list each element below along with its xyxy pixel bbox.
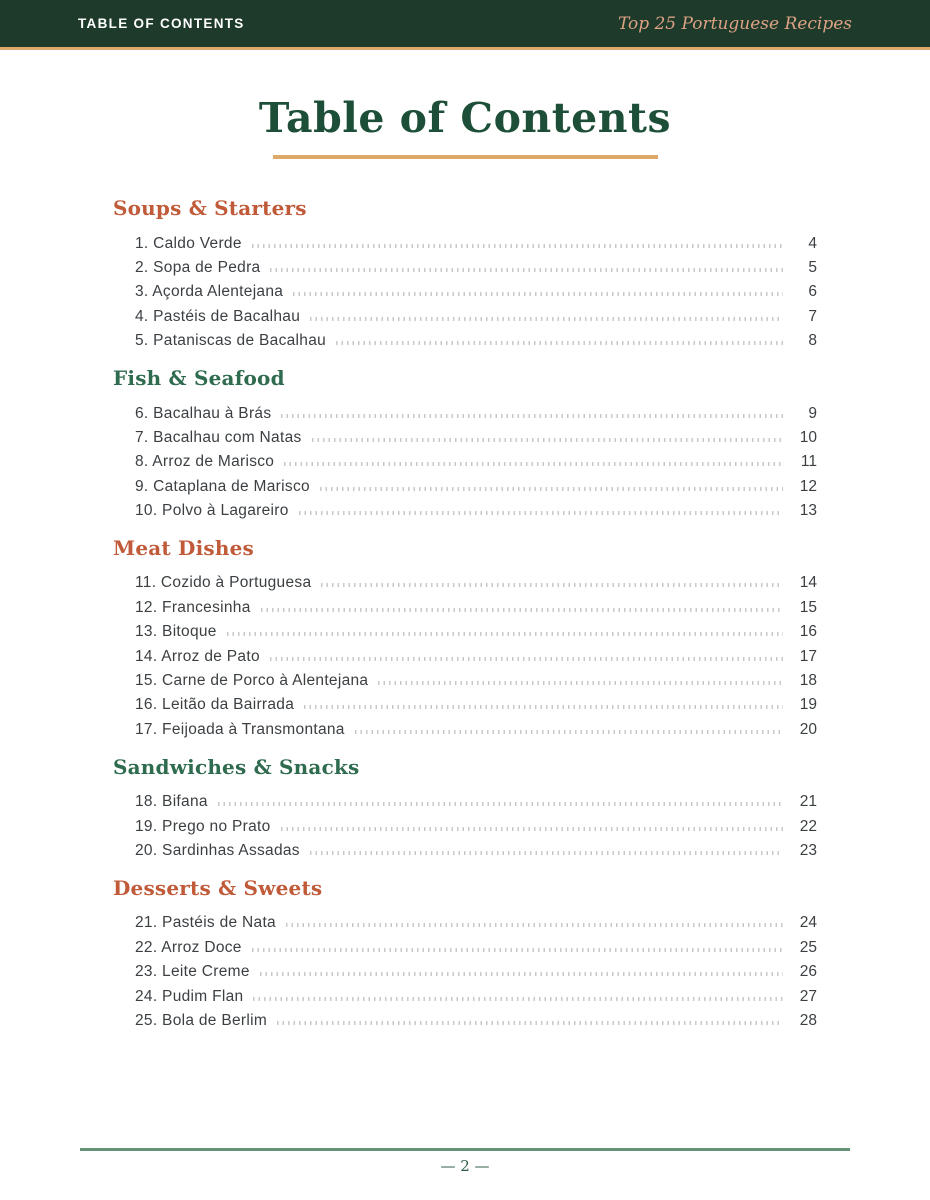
toc-entry-page: 23	[799, 841, 817, 859]
page-title: Table of Contents	[258, 94, 672, 142]
toc-entry-label: 2. Sopa de Pedra	[135, 258, 261, 276]
section-entries	[113, 231, 817, 353]
dotted-leader	[299, 511, 783, 515]
toc-entry-page: 18	[799, 672, 817, 690]
toc-section	[113, 365, 817, 523]
toc-entry[interactable]	[135, 401, 817, 425]
toc-entry-page: 16	[799, 623, 817, 641]
dotted-leader	[270, 268, 783, 272]
dotted-leader	[261, 608, 783, 612]
toc-entry[interactable]	[135, 839, 817, 863]
dotted-leader	[252, 948, 783, 952]
toc-entry[interactable]	[135, 644, 817, 668]
toc-entry[interactable]	[135, 1009, 817, 1033]
dotted-leader	[260, 972, 783, 976]
dotted-leader	[281, 827, 783, 831]
toc-entry-page: 21	[799, 793, 817, 811]
dotted-leader	[270, 657, 783, 661]
dotted-leader	[312, 438, 783, 442]
toc-entry-page: 15	[799, 598, 817, 616]
toc-list	[113, 195, 817, 1033]
toc-entry-page: 6	[808, 283, 817, 301]
toc-entry-page: 27	[799, 987, 817, 1005]
dotted-leader	[355, 730, 783, 734]
toc-entry-label: 13. Bitoque	[135, 623, 217, 641]
toc-entry[interactable]	[135, 231, 817, 255]
toc-entry-page: 19	[799, 696, 817, 714]
toc-entry[interactable]	[135, 911, 817, 935]
header-bar	[0, 0, 930, 50]
dotted-leader	[218, 802, 783, 806]
section-heading: Soups & Starters	[113, 196, 307, 221]
toc-entry[interactable]	[135, 426, 817, 450]
toc-entry-label: 4. Pastéis de Bacalhau	[135, 307, 301, 325]
dotted-leader	[320, 487, 783, 491]
header-book-title: Top 25 Portuguese Recipes	[617, 13, 852, 34]
toc-entry[interactable]	[135, 450, 817, 474]
toc-entry-page: 28	[799, 1011, 817, 1029]
toc-entry-label: 6. Bacalhau à Brás	[135, 404, 272, 422]
toc-entry-page: 5	[808, 258, 817, 276]
toc-entry-label: 8. Arroz de Marisco	[135, 453, 275, 471]
toc-entry[interactable]	[135, 596, 817, 620]
footer-rule	[80, 1148, 850, 1151]
toc-entry[interactable]	[135, 814, 817, 838]
toc-entry-label: 3. Açorda Alentejana	[135, 283, 284, 301]
toc-entry-page: 20	[799, 720, 817, 738]
toc-entry-label: 5. Pataniscas de Bacalhau	[135, 332, 327, 350]
toc-entry-page: 22	[799, 817, 817, 835]
toc-entry-label: 23. Leite Creme	[135, 963, 250, 981]
dotted-leader	[227, 632, 783, 636]
section-heading: Sandwiches & Snacks	[113, 755, 360, 780]
toc-entry-page: 4	[808, 234, 817, 252]
toc-entry-label: 18. Bifana	[135, 793, 208, 811]
toc-section	[113, 195, 817, 353]
toc-entry[interactable]	[135, 984, 817, 1008]
toc-entry[interactable]	[135, 693, 817, 717]
section-entries	[113, 401, 817, 523]
toc-entry-page: 25	[799, 938, 817, 956]
toc-entry-label: 17. Feijoada à Transmontana	[135, 720, 345, 738]
toc-entry-label: 16. Leitão da Bairrada	[135, 696, 295, 714]
toc-entry[interactable]	[135, 280, 817, 304]
toc-entry-page: 10	[799, 428, 817, 446]
dotted-leader	[310, 317, 783, 321]
toc-entry-page: 7	[808, 307, 817, 325]
dotted-leader	[284, 462, 783, 466]
toc-entry-page: 13	[799, 502, 817, 520]
dotted-leader	[293, 292, 783, 296]
toc-entry-label: 25. Bola de Berlim	[135, 1011, 268, 1029]
toc-entry-label: 21. Pastéis de Nata	[135, 914, 276, 932]
toc-entry-label: 7. Bacalhau com Natas	[135, 428, 302, 446]
toc-entry[interactable]	[135, 790, 817, 814]
title-underline	[273, 155, 658, 159]
toc-entry-label: 22. Arroz Doce	[135, 938, 242, 956]
toc-section	[113, 535, 817, 742]
section-heading: Meat Dishes	[113, 536, 254, 561]
toc-entry-label: 20. Sardinhas Assadas	[135, 841, 300, 859]
toc-entry-label: 19. Prego no Prato	[135, 817, 271, 835]
toc-entry[interactable]	[135, 475, 817, 499]
dotted-leader	[304, 705, 783, 709]
toc-section	[113, 754, 817, 863]
toc-entry-page: 24	[799, 914, 817, 932]
toc-entry-label: 10. Polvo à Lagareiro	[135, 502, 289, 520]
toc-section	[113, 875, 817, 1033]
toc-entry-label: 9. Cataplana de Marisco	[135, 477, 310, 495]
toc-entry[interactable]	[135, 305, 817, 329]
dotted-leader	[378, 681, 783, 685]
section-entries	[113, 790, 817, 863]
toc-entry[interactable]	[135, 718, 817, 742]
dotted-leader	[277, 1021, 783, 1025]
toc-entry-label: 15. Carne de Porco à Alentejana	[135, 672, 369, 690]
dotted-leader	[252, 244, 783, 248]
dotted-leader	[286, 923, 783, 927]
toc-entry-page: 17	[799, 647, 817, 665]
section-heading: Fish & Seafood	[113, 366, 285, 391]
toc-entry-label: 24. Pudim Flan	[135, 987, 244, 1005]
header-left-label: TABLE OF CONTENTS	[78, 16, 245, 31]
section-entries	[113, 571, 817, 742]
toc-entry[interactable]	[135, 329, 817, 353]
dotted-leader	[310, 851, 783, 855]
toc-entry-label: 1. Caldo Verde	[135, 234, 242, 252]
dotted-leader	[336, 341, 783, 345]
toc-entry-page: 26	[799, 963, 817, 981]
toc-entry[interactable]	[135, 256, 817, 280]
footer-page-number: — 2 —	[440, 1157, 490, 1175]
toc-entry-page: 11	[800, 453, 817, 471]
toc-entry[interactable]	[135, 620, 817, 644]
toc-entry-page: 12	[799, 477, 817, 495]
section-entries	[113, 911, 817, 1033]
toc-entry[interactable]	[135, 499, 817, 523]
toc-entry[interactable]	[135, 960, 817, 984]
toc-entry-page: 8	[808, 332, 817, 350]
toc-entry-label: 14. Arroz de Pato	[135, 647, 260, 665]
dotted-leader	[321, 583, 783, 587]
toc-entry-label: 12. Francesinha	[135, 598, 251, 616]
toc-entry-label: 11. Cozido à Portuguesa	[135, 574, 312, 592]
toc-entry-page: 14	[799, 574, 817, 592]
dotted-leader	[253, 997, 783, 1001]
toc-entry-page: 9	[808, 404, 817, 422]
section-heading: Desserts & Sweets	[113, 876, 323, 901]
page-footer	[80, 1148, 850, 1175]
dotted-leader	[281, 414, 783, 418]
toc-entry[interactable]	[135, 936, 817, 960]
toc-entry[interactable]	[135, 571, 817, 595]
toc-entry[interactable]	[135, 669, 817, 693]
